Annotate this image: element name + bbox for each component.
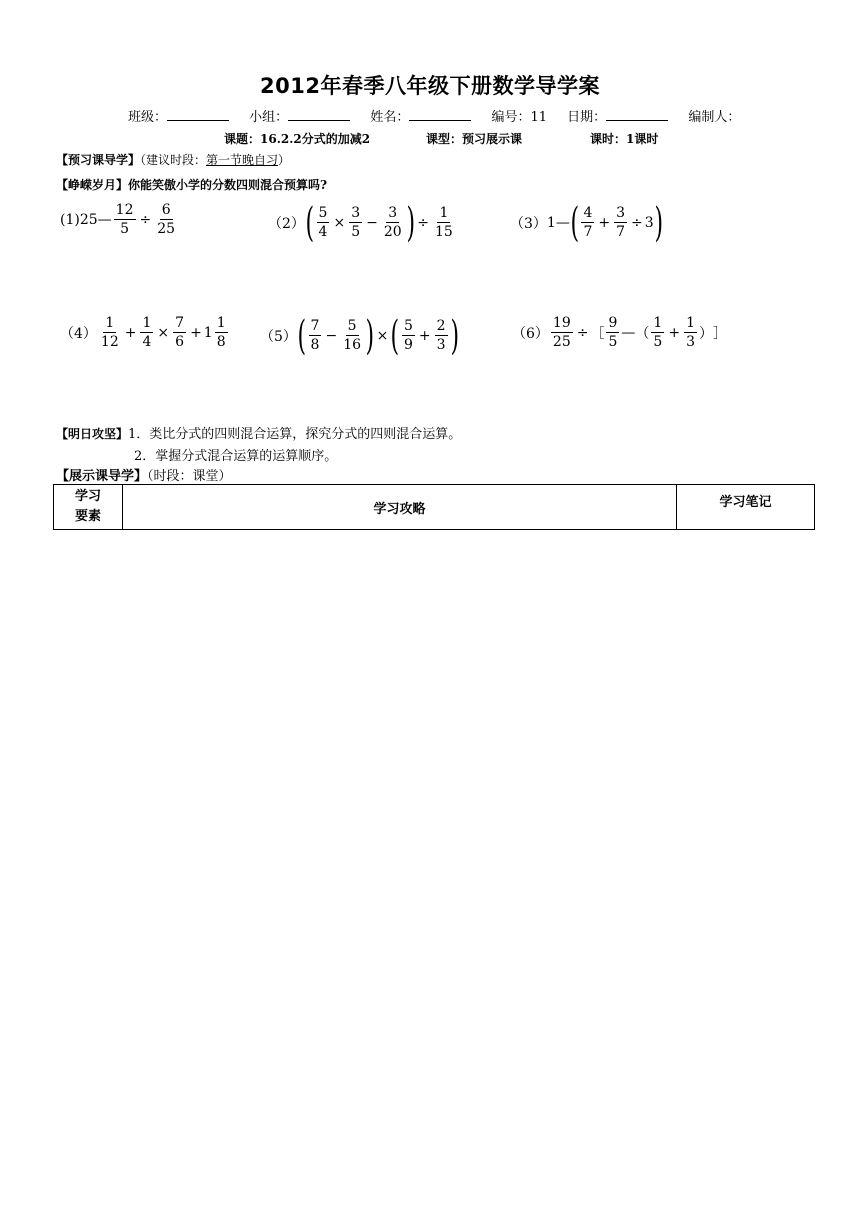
denominator: 9 <box>403 337 413 353</box>
operator: + <box>598 215 611 231</box>
fraction <box>140 316 153 349</box>
operator: ÷ <box>417 215 430 231</box>
left-paren: ( <box>297 313 307 359</box>
denominator: 6 <box>175 333 185 350</box>
denominator: 5 <box>120 220 130 237</box>
left-paren: ( <box>305 200 315 246</box>
page-title: 2012年春季八年级下册数学导学案 <box>260 74 600 98</box>
number: 1 <box>546 215 556 231</box>
problem-3 <box>510 200 663 246</box>
right-bracket: ］ <box>712 325 727 342</box>
objective-item-2: 2．掌握分式混合运算的运算顺序。 <box>134 449 338 464</box>
denominator: 7 <box>583 224 593 240</box>
number-label: 编号：11 <box>491 110 548 125</box>
fraction <box>551 316 573 349</box>
problem-label: （3） <box>510 216 547 232</box>
numerator: 4 <box>583 205 593 222</box>
problem-label: （6） <box>512 325 549 342</box>
operator: — <box>621 324 636 341</box>
right-paren: ) <box>654 200 663 246</box>
fraction <box>402 319 415 352</box>
fraction <box>114 203 136 236</box>
numerator: 7 <box>310 318 320 335</box>
operator: × <box>376 328 389 344</box>
numerator: 1 <box>686 315 695 331</box>
lesson-topic: 课题：16.2.2分式的加减2 <box>224 132 371 146</box>
objective-item-1: 1．类比分式的四则混合运算，探究分式的四则混合运算。 <box>128 427 462 442</box>
date-label: 日期： <box>567 110 607 125</box>
preview-time-value: 第一节晚自习 <box>206 153 279 167</box>
fraction <box>215 316 228 349</box>
operator: − <box>325 328 338 344</box>
denominator: 5 <box>653 333 663 350</box>
left-paren: ( <box>570 200 579 246</box>
lesson-type: 课型：预习展示课 <box>426 132 523 146</box>
numerator: 12 <box>115 202 134 218</box>
operator: + <box>418 328 431 344</box>
denominator: 20 <box>383 224 402 240</box>
operator: — <box>555 215 570 231</box>
numerator: 3 <box>616 205 626 222</box>
objectives-heading: 【明日攻坚】 <box>56 427 129 441</box>
date-field[interactable] <box>606 108 668 121</box>
problem-label: （5） <box>260 329 297 345</box>
operator: ÷ <box>576 324 589 341</box>
left-paren: ( <box>390 313 400 359</box>
group-field[interactable] <box>288 108 350 121</box>
preview-section <box>56 151 290 168</box>
problem-label: （2） <box>268 216 305 232</box>
problem-2 <box>268 200 457 246</box>
preview-time-prefix: （建议时段： <box>140 153 207 167</box>
numerator: 3 <box>351 205 361 222</box>
name-field[interactable] <box>409 108 471 121</box>
class-label: 班级： <box>128 110 168 125</box>
study-table <box>53 484 815 530</box>
numerator: 1 <box>142 315 152 331</box>
fraction <box>99 316 121 349</box>
number: 1 <box>203 324 213 341</box>
denominator: 25 <box>552 333 571 350</box>
left-paren: （ <box>635 325 650 342</box>
preview-heading: 【预习课导学】 <box>56 153 141 167</box>
fraction <box>581 206 594 239</box>
numerator: 1 <box>439 205 449 222</box>
problem-4 <box>60 316 230 349</box>
group-label: 小组： <box>249 110 289 125</box>
problem-5 <box>260 313 459 359</box>
numerator: 5 <box>403 318 413 335</box>
fraction <box>435 319 448 352</box>
fraction <box>341 319 363 352</box>
table-header-notes: 学习笔记 <box>677 485 815 530</box>
operator: + <box>668 324 681 341</box>
denominator: 5 <box>351 224 361 240</box>
fraction <box>173 316 186 349</box>
header-line-1: 学习 <box>74 489 101 504</box>
denominator: 8 <box>310 337 320 353</box>
denominator: 25 <box>157 220 176 237</box>
fraction <box>684 316 697 349</box>
preview-time-suffix: ） <box>278 153 291 167</box>
name-label: 姓名： <box>370 110 410 125</box>
display-heading: 【展示课导学】 <box>56 469 148 484</box>
numerator: 9 <box>608 315 618 331</box>
operator: + <box>124 324 137 341</box>
denominator: 5 <box>608 333 618 350</box>
display-time: （时段：课堂） <box>147 469 232 484</box>
operator: − <box>366 215 378 231</box>
numerator: 1 <box>653 315 663 331</box>
right-paren: ) <box>406 200 415 246</box>
numerator: 1 <box>105 315 115 331</box>
operator: ÷ <box>139 211 152 228</box>
fraction <box>349 206 362 239</box>
table-header-strategy: 学习攻略 <box>123 485 677 530</box>
right-paren: ) <box>365 313 375 359</box>
problem-label: （4） <box>60 325 97 342</box>
numerator: 5 <box>347 318 357 335</box>
denominator: 12 <box>100 333 119 350</box>
denominator: 3 <box>686 333 695 350</box>
denominator: 16 <box>343 337 362 353</box>
display-section <box>56 465 232 484</box>
objectives-line-1 <box>56 423 461 442</box>
problem-label: (1) <box>60 211 80 228</box>
numerator: 6 <box>161 202 171 218</box>
fraction <box>155 203 177 236</box>
operator: ÷ <box>631 215 643 231</box>
review-question: 你能笑傲小学的分数四则混合预算吗? <box>128 178 328 192</box>
numerator: 1 <box>216 315 226 331</box>
class-field[interactable] <box>167 108 229 121</box>
fraction <box>651 316 664 349</box>
denominator: 3 <box>436 337 446 353</box>
numerator: 19 <box>552 315 571 331</box>
numerator: 3 <box>388 205 398 222</box>
table-header-row <box>54 485 815 530</box>
operator: — <box>97 211 112 228</box>
fraction <box>606 316 619 349</box>
fraction <box>614 206 627 239</box>
right-paren: ) <box>450 313 459 359</box>
fraction <box>317 206 330 239</box>
problem-1 <box>60 203 179 236</box>
denominator: 7 <box>616 224 626 240</box>
lesson-hours: 课时：1课时 <box>590 132 659 146</box>
review-section <box>56 176 327 193</box>
problem-6 <box>512 316 727 349</box>
fraction <box>309 319 322 352</box>
numerator: 2 <box>436 318 446 335</box>
operator: × <box>157 324 170 341</box>
numerator: 5 <box>318 205 328 222</box>
fraction <box>433 206 455 239</box>
right-paren: ） <box>698 325 713 342</box>
operator: + <box>190 324 202 341</box>
left-bracket: ［ <box>590 325 605 342</box>
number: 25 <box>79 211 98 228</box>
header-line-2: 要素 <box>74 509 101 524</box>
editor-label: 编制人： <box>688 110 741 125</box>
number: 3 <box>644 215 654 231</box>
table-header-elements <box>54 485 123 530</box>
numerator: 7 <box>175 315 185 331</box>
denominator: 15 <box>435 224 453 240</box>
student-info-line <box>128 106 740 125</box>
denominator: 8 <box>216 333 226 350</box>
fraction <box>382 206 404 239</box>
review-heading: 【峥嵘岁月】 <box>56 178 129 192</box>
operator: × <box>333 215 346 231</box>
denominator: 4 <box>142 333 152 350</box>
denominator: 4 <box>318 224 328 240</box>
